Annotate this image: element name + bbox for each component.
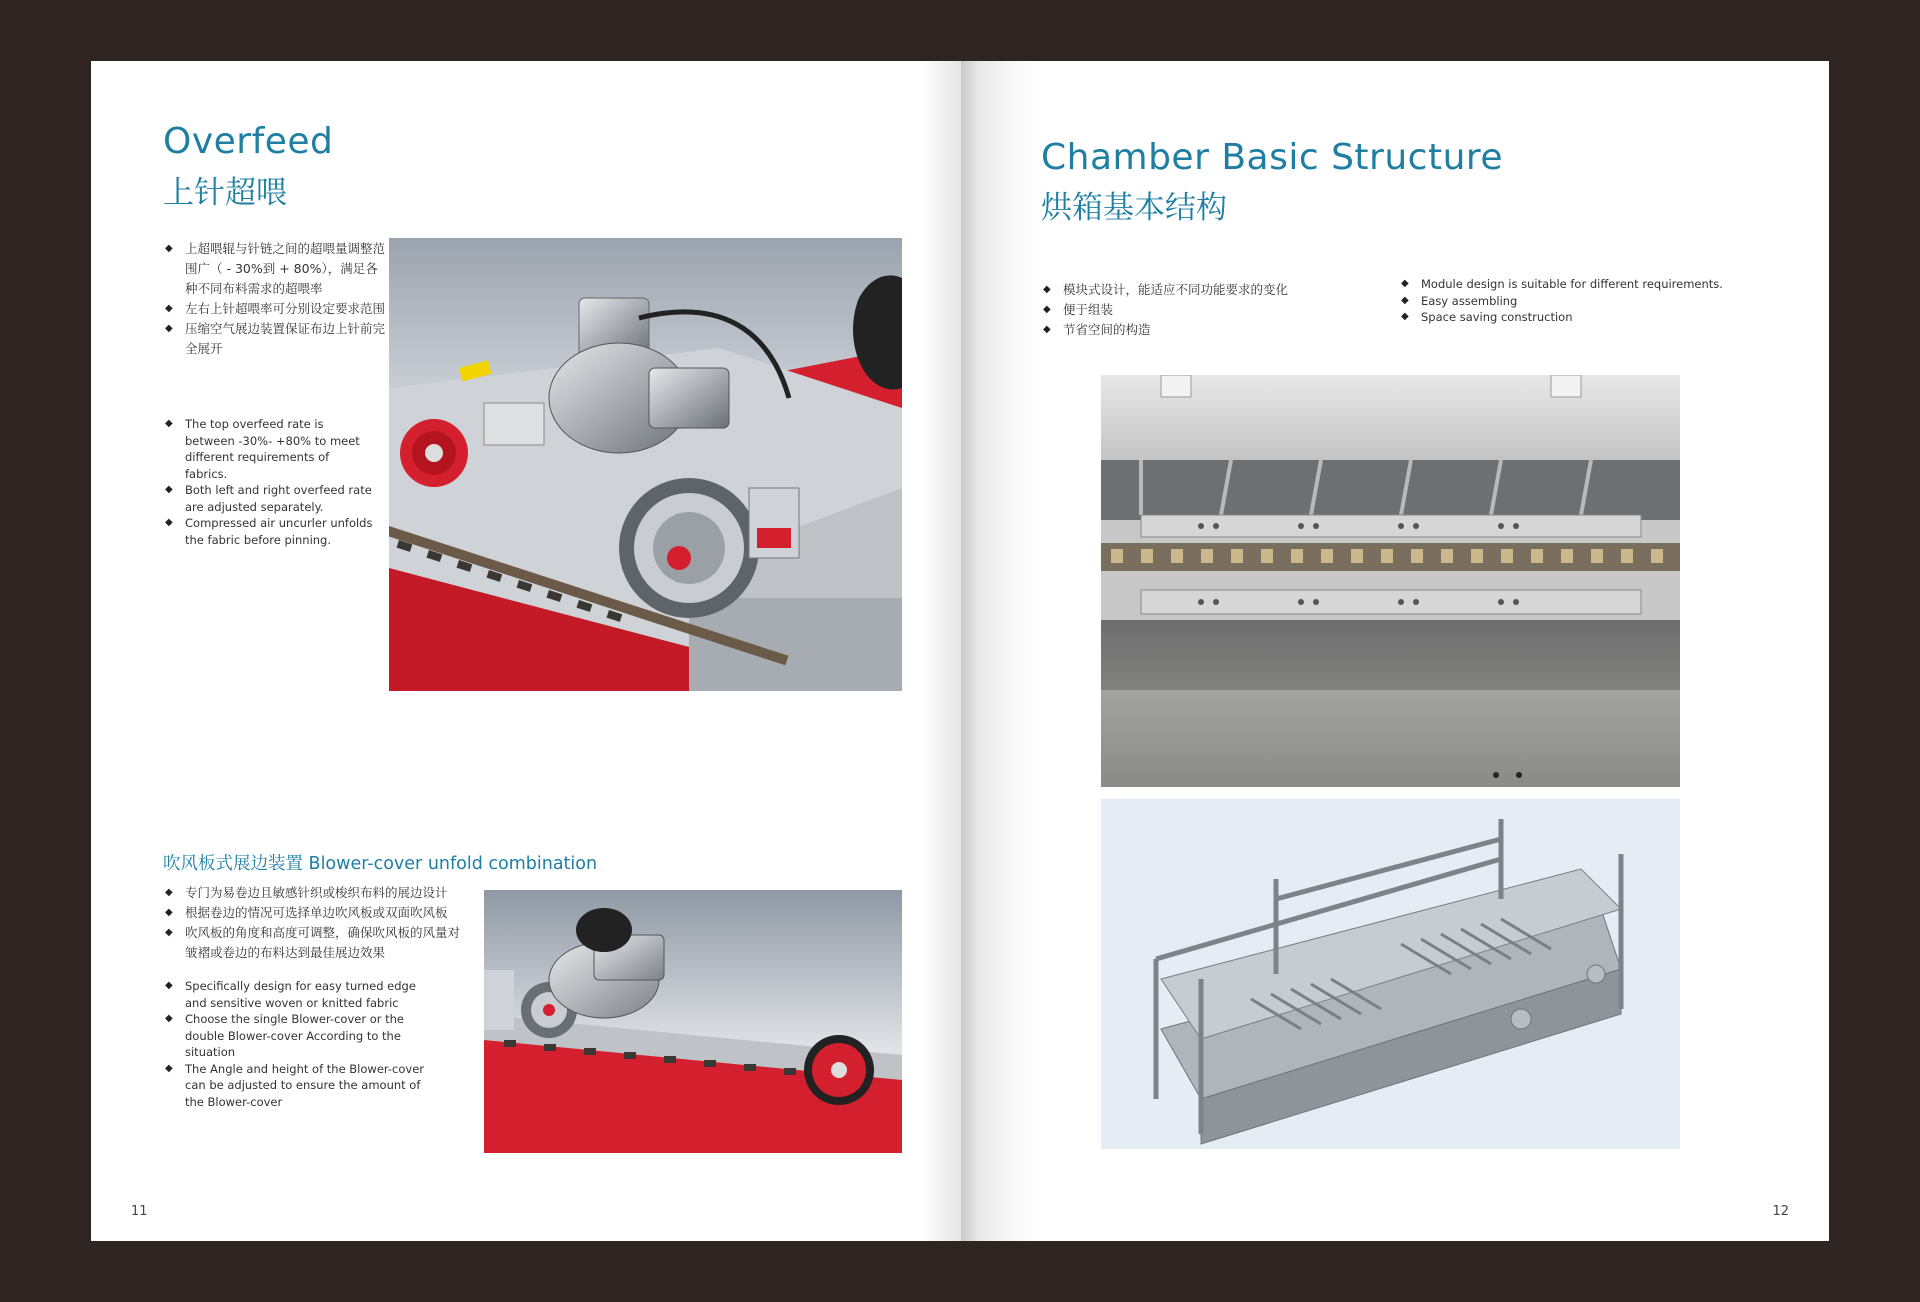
- list-item: ◆ 根据卷边的情况可选择单边吹风板或双面吹风板: [165, 903, 465, 923]
- list-item: ◆ 便于组装: [1043, 300, 1343, 320]
- list-item: ◆ 吹风板的角度和高度可调整，确保吹风板的风量对皱褶或卷边的布料达到最佳展边效果: [165, 925, 461, 960]
- overfeed-machine-photo: [389, 238, 902, 691]
- diamond-bullet-icon: ◆: [165, 243, 173, 254]
- list-item: ◆ 专门为易卷边且敏感针织或梭织布料的展边设计: [165, 883, 465, 903]
- diamond-bullet-icon: ◆: [165, 887, 173, 898]
- list-item: ◆ Choose the single Blower-cover or the double Blower-cover According to the situation: [165, 1012, 404, 1059]
- diamond-bullet-icon: ◆: [1043, 284, 1051, 295]
- blower-cn-bullets: [165, 883, 465, 963]
- list-item: ◆ 压缩空气展边装置保证布边上针前完全展开: [165, 321, 386, 356]
- overfeed-title-cn: 上针超喂: [163, 175, 287, 211]
- brochure-spread: [91, 61, 1829, 1241]
- diamond-bullet-icon: ◆: [1401, 294, 1409, 306]
- list-item: ◆ Both left and right overfeed rate are adjusted separately.: [165, 483, 372, 514]
- diamond-bullet-icon: ◆: [165, 1013, 173, 1024]
- chamber-interior-photo: [1101, 375, 1680, 787]
- list-item: ◆ Specifically design for easy turned edge and sensitive woven or knitted fabric: [165, 979, 416, 1010]
- page-right: [961, 61, 1829, 1241]
- diamond-bullet-icon: ◆: [165, 907, 173, 918]
- diamond-bullet-icon: ◆: [165, 323, 173, 334]
- chamber-cn-bullets: [1043, 280, 1343, 340]
- list-item: ◆ 节省空间的构造: [1043, 320, 1343, 340]
- chamber-3d-model-render: [1101, 799, 1680, 1149]
- list-item: ◆ The top overfeed rate is between -30%- +80% to meet different requirements of fabrics.: [165, 417, 360, 481]
- diamond-bullet-icon: ◆: [1401, 311, 1409, 322]
- diamond-bullet-icon: ◆: [165, 418, 173, 429]
- diamond-bullet-icon: ◆: [1401, 278, 1409, 289]
- blower-en-bullets: [165, 978, 425, 1110]
- page-number-right: 12: [1772, 1204, 1789, 1219]
- page-left: [91, 61, 961, 1241]
- list-item: ◆ 上超喂辊与针链之间的超喂量调整范围广（ - 30%到 + 80%），满足各种不同布料需求的超喂率: [165, 241, 386, 296]
- chamber-en-bullets: [1401, 276, 1731, 326]
- diamond-bullet-icon: ◆: [165, 517, 173, 528]
- diamond-bullet-icon: ◆: [165, 980, 173, 991]
- page-number-left: 11: [131, 1204, 148, 1219]
- overfeed-en-bullets: [165, 416, 375, 548]
- list-item: ◆ Compressed air uncurler unfolds the fabric before pinning.: [165, 516, 373, 547]
- blower-section-title: 吹风板式展边装置 Blower-cover unfold combination: [163, 854, 598, 874]
- diamond-bullet-icon: ◆: [165, 303, 173, 314]
- diamond-bullet-icon: ◆: [1043, 304, 1051, 315]
- list-item: ◆ Space saving construction: [1401, 310, 1573, 324]
- overfeed-cn-bullets: [165, 239, 385, 359]
- list-item: ◆ 左右上针超喂率可分别设定要求范围: [165, 299, 385, 319]
- diamond-bullet-icon: ◆: [165, 1062, 173, 1074]
- list-item: ◆ Easy assembling: [1401, 293, 1518, 308]
- list-item: ◆ Module design is suitable for different requirements.: [1401, 277, 1723, 291]
- list-item: ◆ 模块式设计，能适应不同功能要求的变化: [1043, 280, 1343, 300]
- blower-machine-photo: [484, 890, 902, 1153]
- chamber-title-en: Chamber Basic Structure: [1041, 137, 1504, 178]
- overfeed-title-en: Overfeed: [163, 121, 334, 162]
- diamond-bullet-icon: ◆: [165, 927, 173, 938]
- chamber-title-cn: 烘箱基本结构: [1041, 190, 1227, 226]
- list-item: ◆ The Angle and height of the Blower-cover can be adjusted to ensure the amount of the Blower-cover: [165, 1061, 425, 1109]
- diamond-bullet-icon: ◆: [1043, 324, 1051, 335]
- diamond-bullet-icon: ◆: [165, 484, 173, 495]
